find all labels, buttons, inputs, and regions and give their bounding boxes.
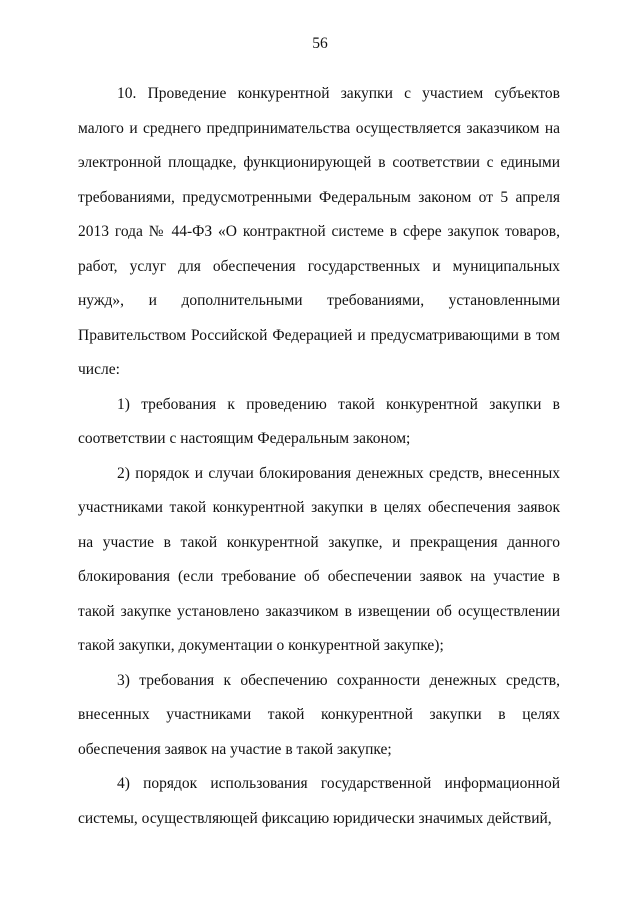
list-item-1: 1) требования к проведению такой конкурентной закупки в соответствии с настоящим Федеральным законом;	[78, 395, 560, 447]
list-item-4: 4) порядок использования государственной информационной системы, осуществляющей фиксацию юридически значимых действий,	[78, 775, 560, 827]
page-number: 56	[312, 35, 328, 52]
document-body	[78, 77, 560, 836]
list-item-2: 2) порядок и случаи блокирования денежных средств, внесенных участниками такой конкурентной закупки в целях обеспечения заявок на участие в такой конкурентной закупке, и прекращения данного блокирования (если требование об обеспечении заявок на участие в такой закупке установлено заказчиком в извещении об осуществлении такой закупки, документации о конкурентной закупке);	[78, 464, 560, 654]
list-item-3: 3) требования к обеспечению сохранности денежных средств, внесенных участниками такой конкурентной закупки в целях обеспечения заявок на участие в такой закупке;	[78, 671, 560, 758]
paragraph-10: 10. Проведение конкурентной закупки с участием субъектов малого и среднего предпринимательства осуществляется заказчиком на электронной площадке, функционирующей в соответствии с едиными требованиями, предусмотренными Федеральным законом от 5 апреля 2013 года № 44-ФЗ «О контрактной системе в сфере закупок товаров, работ, услуг для обеспечения государственных и муниципальных нужд», и дополнительными требованиями, установленными Правительством Российской Федерацией и предусматривающими в том числе:	[78, 85, 560, 378]
